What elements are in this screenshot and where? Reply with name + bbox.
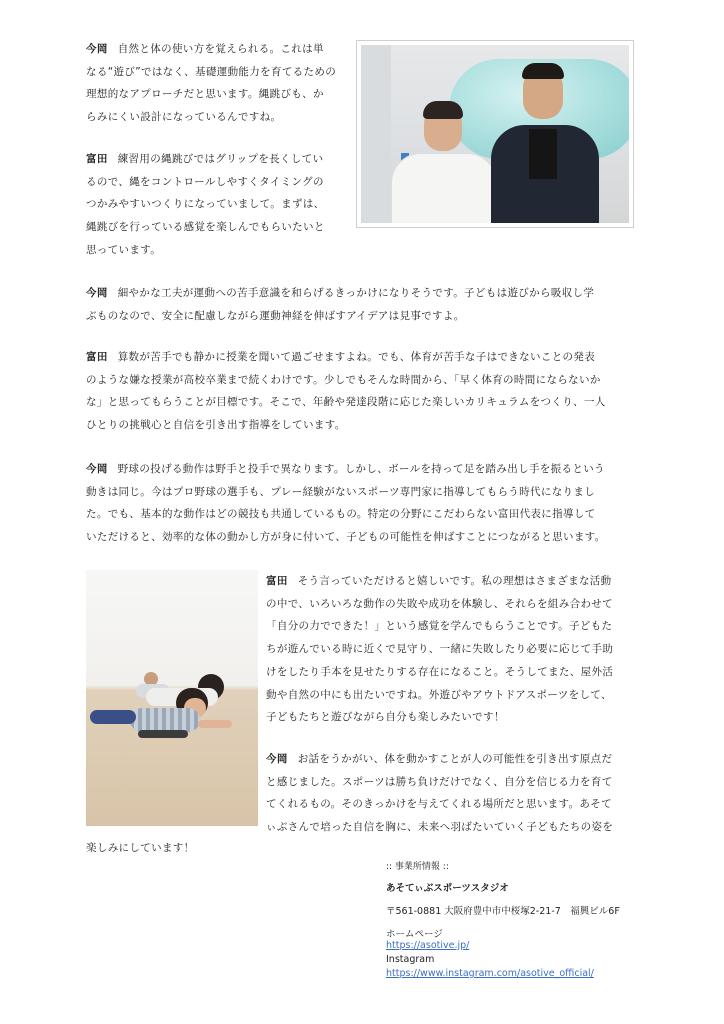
dialogue-paragraph [86, 148, 325, 262]
office-heading: :: 事業所情報 :: [386, 862, 449, 872]
dialogue-line: と感じました。スポーツは勝ち負けだけでなく、自分を信じる力を育て [266, 775, 613, 788]
dialogue-paragraph [266, 748, 613, 839]
instagram-label: Instagram [386, 954, 435, 965]
speaker-name: 今岡 [86, 287, 108, 299]
dialogue-line: ひとりの挑戦心と自信を引き出す指導をしています。 [86, 419, 346, 432]
dialogue-paragraph [266, 570, 613, 729]
dialogue-line: のような嫌な授業が高校卒業まで続くわけです。少しでもそんな時間から、「早く体育の時間にならないか [86, 373, 601, 386]
speaker-name: 今岡 [266, 753, 288, 765]
dialogue-line: けをしたり手本を見せたりする存在になること。そうしてまた、屋外活 [266, 665, 614, 678]
dialogue-line: つかみやすいつくりになっていまして。まずは、 [86, 198, 325, 211]
dialogue-line: るので、縄をコントロールしやすくタイミングの [86, 175, 324, 188]
dialogue-line: 理想的なアプローチだと思います。縄跳びも、か [86, 88, 324, 101]
dialogue-line: ぶものなので、安全に配慮しながら運動神経を伸ばすアイデアは見事ですよ。 [86, 309, 465, 322]
homepage-label: ホームページ [386, 929, 443, 940]
man-left-body [391, 153, 497, 223]
wall-panel [361, 45, 391, 223]
instagram-link[interactable]: https://www.instagram.com/asotive_official/ [386, 968, 594, 979]
dialogue-line: ちが遊んでいる時に近くで見守り、一緒に失敗したり必要に応じて手助 [266, 643, 614, 656]
dialogue-line: 動きは同じ。今はプロ野球の選手も、プレー経験がないスポーツ専門家に指導してもらう時代になりまし [86, 485, 596, 498]
dialogue-paragraph [86, 38, 336, 129]
dialogue-line: 今岡 自然と体の使い方を覚えられる。これは単 [86, 43, 324, 55]
dialogue-line: 今岡 野球の投げる動作は野手と投手で異なります。しかし、ボールを持って足を踏み出し手を振るという [86, 463, 605, 475]
dialogue-line: てくれるもの。そのきっかけを与えてくれる場所だと思います。あそて [266, 798, 612, 811]
dialogue-paragraph [86, 458, 606, 549]
dialogue-line: 縄跳びを行っている感覚を楽しんでもらいたいと [86, 221, 325, 234]
dialogue-line: らみにくい設計になっているんですね。 [86, 111, 282, 124]
dialogue-line: 富田 算数が苦手でも静かに授業を聞いて過ごせますよね。でも、体育が苦手な子はできないことの発表 [86, 351, 596, 363]
dialogue-line: 楽しみにしています！ [86, 842, 195, 854]
man-left-hair [423, 101, 463, 119]
interview-photo [356, 40, 634, 228]
child-arm [198, 720, 232, 728]
dialogue-line: 「自分の力でできた！」という感覚を学んでもらうことです。子どもた [266, 620, 613, 633]
interview-photo-scene [361, 45, 629, 223]
dialogue-line: な」と思ってもらうことが目標です。そこで、年齢や発達段階に応じた楽しいカリキュラムをつくり、一人 [86, 396, 606, 409]
children-photo [86, 570, 258, 826]
dialogue-line: 富田 そう言っていただけると嬉しいです。私の理想はさまざまな活動 [266, 575, 612, 587]
dialogue-line: 富田 練習用の縄跳びではグリップを長くしてい [86, 153, 324, 165]
speaker-name: 富田 [86, 153, 108, 165]
speaker-name: 今岡 [86, 43, 108, 55]
dialogue-line: いただけると、効率的な体の動かし方が身に付いて、子どもの可能性を伸ばすことにつながると思います。 [86, 531, 606, 544]
dialogue-line: 今岡 細やかな工夫が運動への苦手意識を和らげるきっかけになりそうです。子どもは遊びから吸収し学 [86, 287, 595, 299]
man-right-shirt [529, 129, 557, 179]
dialogue-line: ぃぶさんで培った自信を胸に、未来へ羽ばたいていく子どもたちの姿を [266, 821, 614, 834]
dialogue-line: 今岡 お話をうかがい、体を動かすことが人の可能性を引き出す原点だ [266, 753, 613, 765]
scooter-board [138, 730, 188, 738]
office-name: あそてぃぶスポーツスタジオ [386, 883, 509, 894]
homepage-link[interactable]: https://asotive.jp/ [386, 940, 470, 951]
office-address: 〒561-0881 大阪府豊中市中桜塚2-21-7 福興ビル6F [386, 906, 620, 917]
dialogue-line: の中で、いろいろな動作の失敗や成功を体験し、それらを組み合わせて [266, 597, 613, 610]
speaker-name: 富田 [86, 351, 108, 363]
dialogue-line: 思っています。 [86, 243, 162, 256]
child-body [130, 708, 200, 732]
dialogue-paragraph-tail [86, 837, 195, 860]
speaker-name: 富田 [266, 575, 288, 587]
dialogue-paragraph [86, 346, 606, 437]
dialogue-line: なる“遊び”ではなく、基礎運動能力を育てるための [86, 65, 337, 78]
speaker-name: 今岡 [86, 463, 108, 475]
dialogue-line: 動や自然の中にも出たいですね。外遊びやアウトドアスポーツをして、 [266, 688, 612, 701]
dialogue-line: た。でも、基本的な動作はどの競技も共通しているもの。特定の分野にこだわらない富田代表に指導して [86, 508, 596, 521]
child-legs [90, 710, 136, 724]
dialogue-paragraph [86, 282, 594, 327]
dialogue-line: 子どもたちと遊びながら自分も楽しみたいです！ [266, 711, 505, 724]
man-right-hair [522, 63, 564, 79]
